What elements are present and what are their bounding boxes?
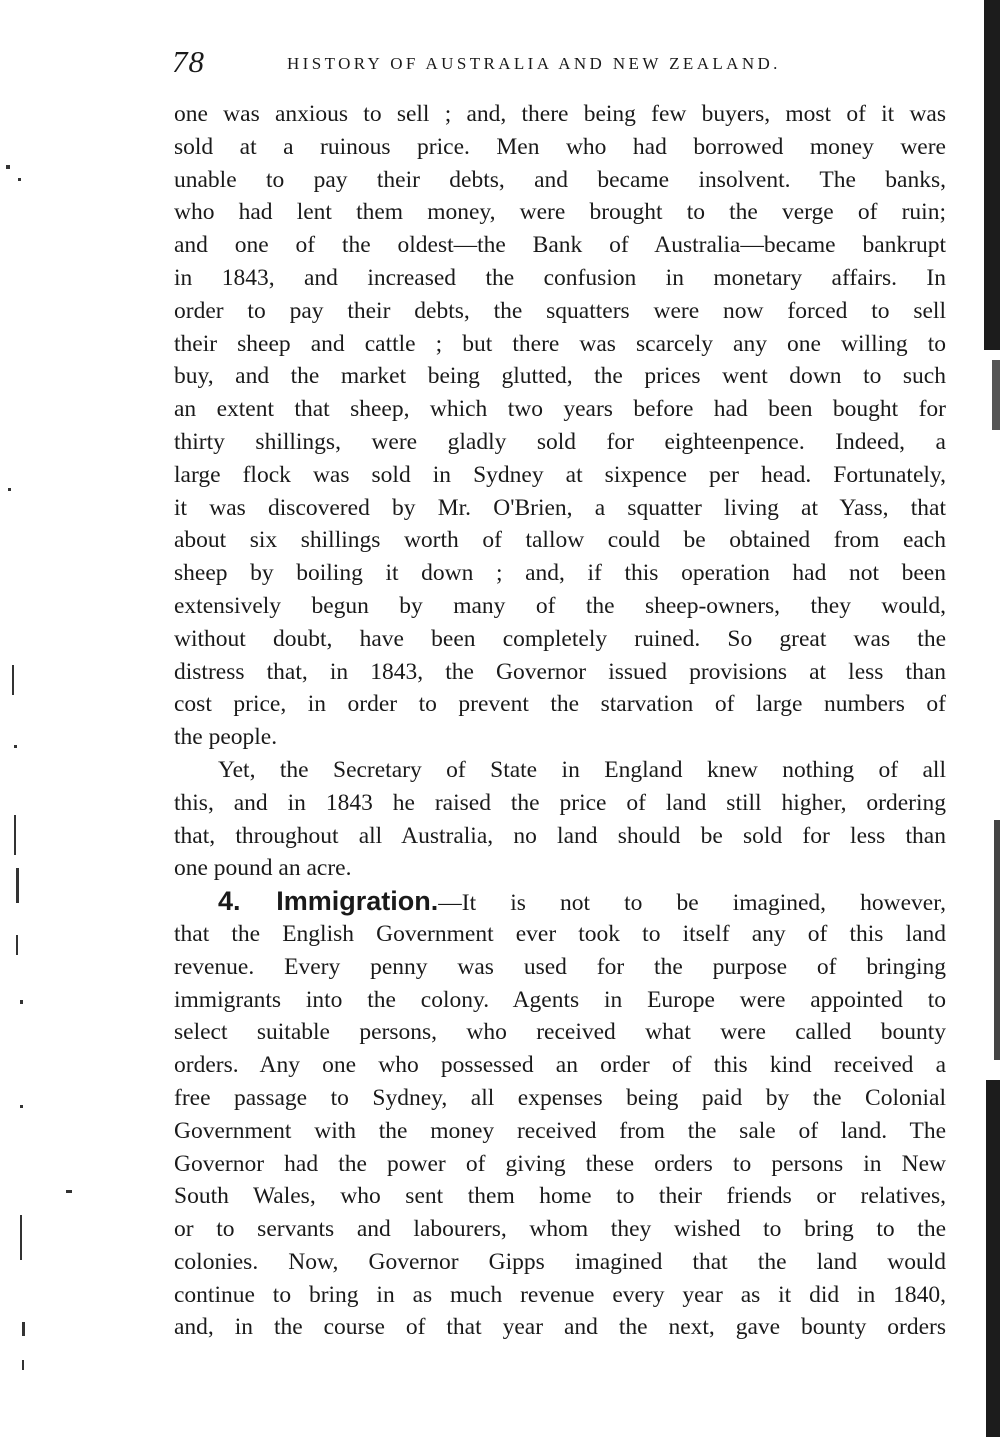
section-heading-line (174, 885, 946, 918)
scan-speck (6, 165, 10, 169)
text-line: cost price, in order to prevent the starvation of large numbers of (174, 691, 946, 718)
text-line: who had lent them money, were brought to the verge of ruin; (174, 199, 946, 226)
scan-edge-shadow (992, 360, 1000, 430)
text-line: orders. Any one who possessed an order of this kind received a (174, 1052, 946, 1079)
text-line: distress that, in 1843, the Governor issued provisions at less than (174, 658, 946, 685)
text-line: or to servants and labourers, whom they wished to bring to the (174, 1216, 946, 1243)
text-line: sold at a ruinous price. Men who had borrowed money were (174, 133, 946, 160)
text-line: revenue. Every penny was used for the purpose of bringing (174, 953, 946, 980)
scan-speck (14, 745, 17, 748)
text-line: large flock was sold in Sydney at sixpence per head. Fortunately, (174, 461, 946, 488)
scan-speck (22, 1322, 25, 1336)
scan-edge-shadow (984, 0, 1000, 350)
text-line: that, throughout all Australia, no land should be sold for less than (174, 822, 946, 849)
text-line: and one of the oldest—the Bank of Australia—became bankrupt (174, 232, 946, 259)
text-line: and, in the course of that year and the next, gave bounty orders (174, 1314, 946, 1341)
text-line: thirty shillings, were gladly sold for eighteenpence. Indeed, a (174, 428, 946, 455)
text-line: it was discovered by Mr. O'Brien, a squatter living at Yass, that (174, 494, 946, 521)
section-lead: —It is not to be imagined, however, (438, 890, 946, 917)
scan-speck (20, 1215, 22, 1260)
scan-speck (22, 1360, 24, 1370)
page-header (172, 44, 948, 80)
scan-speck (20, 1000, 23, 1004)
scan-speck (8, 488, 11, 491)
text-line: Government with the money received from the sale of land. The (174, 1117, 946, 1144)
text-line: extensively begun by many of the sheep-owners, they would, (174, 592, 946, 619)
text-line: South Wales, who sent them home to their friends or relatives, (174, 1183, 946, 1210)
text-line: their sheep and cattle ; but there was scarcely any one willing to (174, 330, 946, 357)
scan-edge-shadow (994, 820, 1000, 1060)
text-line: sheep by boiling it down ; and, if this operation had not been (174, 560, 946, 587)
text-line: in 1843, and increased the confusion in monetary affairs. In (174, 264, 946, 291)
text-line: that the English Government ever took to itself any of this land (174, 920, 946, 947)
running-title: HISTORY OF AUSTRALIA AND NEW ZEALAND. (287, 54, 781, 73)
text-line: Yet, the Secretary of State in England knew nothing of all (218, 756, 946, 783)
text-line: immigrants into the colony. Agents in Europe were appointed to (174, 986, 946, 1013)
text-line: one was anxious to sell ; and, there being few buyers, most of it was (174, 101, 946, 127)
text-line: this, and in 1843 he raised the price of land still higher, ordering (174, 789, 946, 816)
text-line: order to pay their debts, the squatters were now forced to sell (174, 297, 946, 324)
text-line: Governor had the power of giving these orders to persons in New (174, 1150, 946, 1177)
text-line: about six shillings worth of tallow could be obtained from each (174, 527, 946, 554)
scan-speck (66, 1190, 72, 1193)
page-number: 78 (172, 44, 205, 79)
text-line: unable to pay their debts, and became insolvent. The banks, (174, 166, 946, 193)
scan-speck (14, 815, 16, 855)
body-text (174, 98, 946, 1344)
section-heading: 4. Immigration. (218, 886, 439, 917)
scan-edge-shadow (986, 1080, 1000, 1437)
scan-speck (18, 178, 21, 181)
text-line: colonies. Now, Governor Gipps imagined that the land would (174, 1248, 946, 1275)
text-line: an extent that sheep, which two years before had been bought for (174, 396, 946, 423)
text-line: continue to bring in as much revenue every year as it did in 1840, (174, 1281, 946, 1308)
text-line: select suitable persons, who received what were called bounty (174, 1019, 946, 1046)
text-line: the people. (174, 724, 278, 751)
text-line: one pound an acre. (174, 855, 352, 882)
scan-speck (16, 868, 19, 903)
text-line: without doubt, have been completely ruined. So great was the (174, 625, 946, 652)
text-line: buy, and the market being glutted, the prices went down to such (174, 363, 946, 390)
text-line: free passage to Sydney, all expenses being paid by the Colonial (174, 1084, 946, 1111)
scan-speck (12, 665, 14, 695)
scan-speck (20, 1105, 23, 1108)
scan-speck (16, 935, 18, 955)
